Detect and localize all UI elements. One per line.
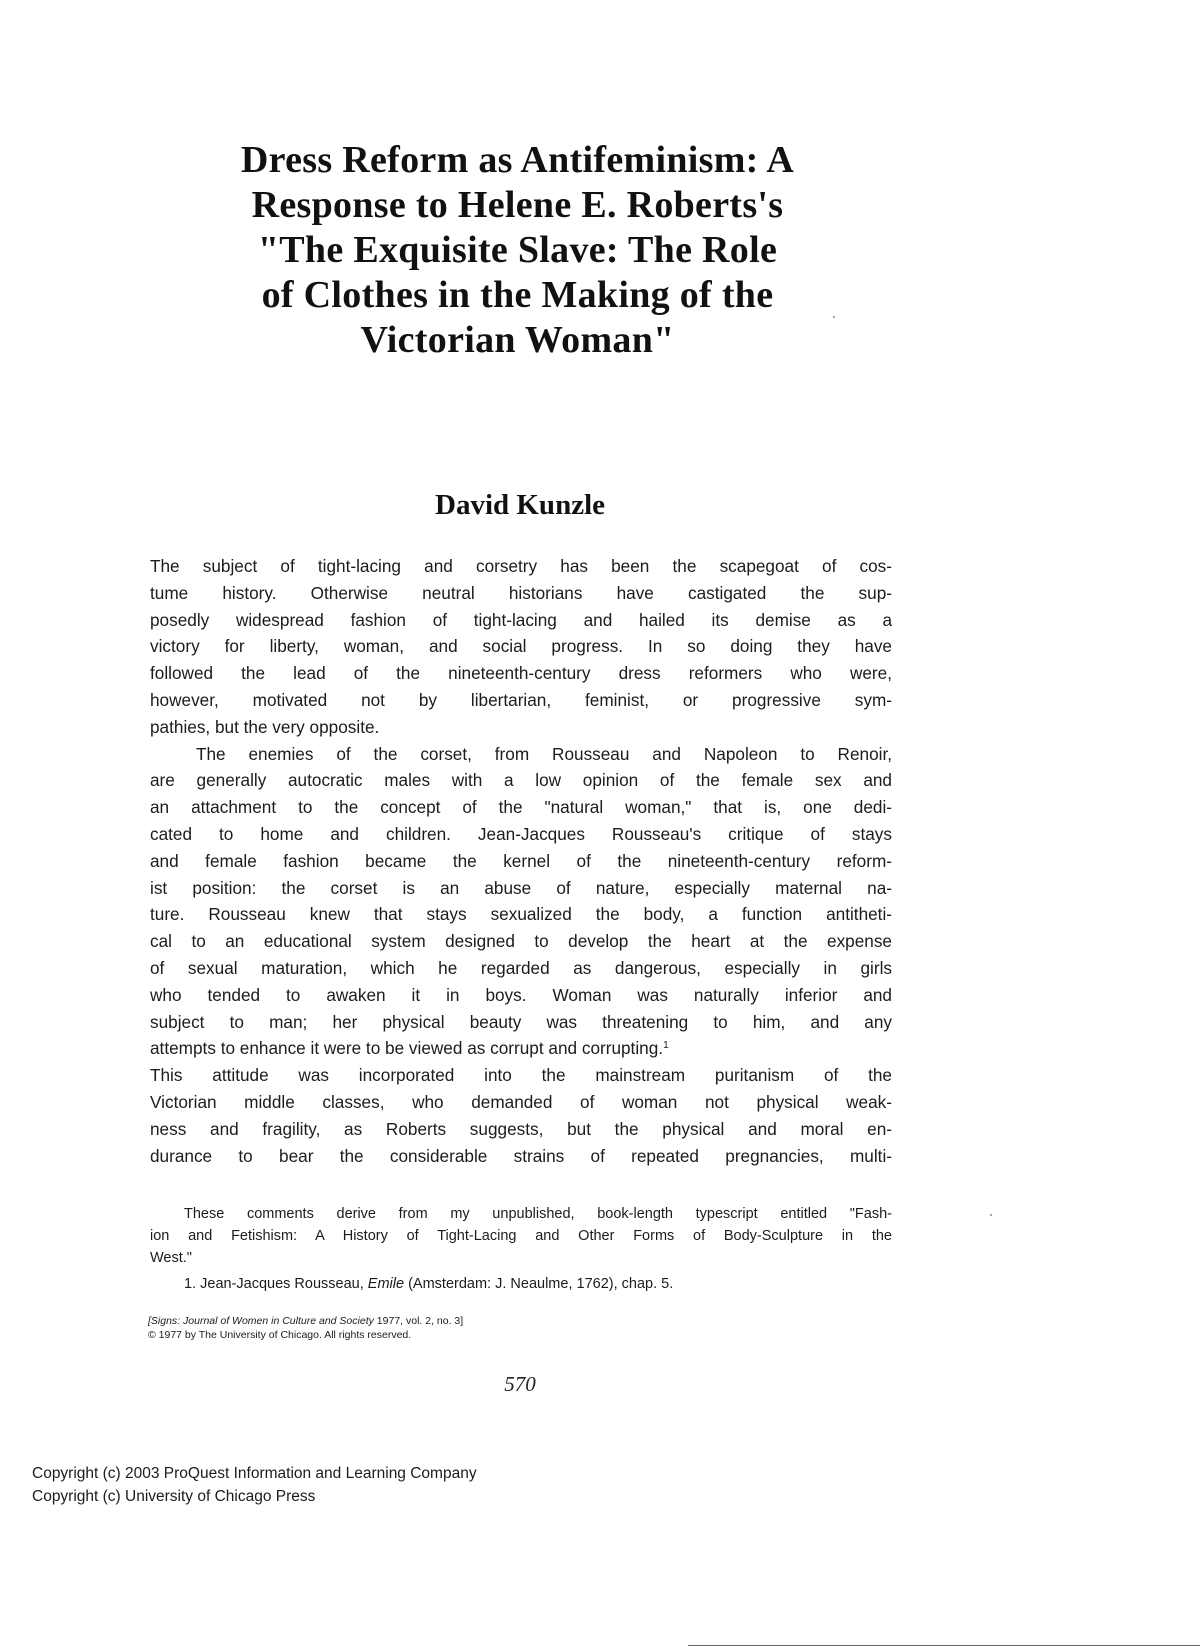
- publication-info: [148, 1314, 748, 1342]
- footnote-line: These comments derive from my unpublished, book-length typescript entitled "Fash-: [184, 1206, 892, 1222]
- journal-line: [148, 1314, 748, 1328]
- body-text: [150, 553, 892, 1169]
- title-line: Dress Reform as Antifeminism: A: [240, 139, 795, 181]
- title-line: "The Exquisite Slave: The Role: [257, 229, 778, 271]
- text-segment: attempts to enhance it were to be viewed as corrupt and corrupting.: [150, 1038, 664, 1059]
- text-line: victory for liberty, woman, and social progress. In so doing they have: [150, 636, 892, 657]
- title-line: Victorian Woman": [360, 319, 675, 361]
- text-line: cated to home and children. Jean-Jacques Rousseau's critique of stays: [150, 823, 892, 844]
- paragraph-1: [150, 553, 892, 741]
- article-title: [160, 138, 875, 363]
- text-line: Victorian middle classes, who demanded of woman not physical weak-: [150, 1091, 892, 1112]
- text-line-with-footnote: [150, 1035, 892, 1062]
- copyright-line: Copyright (c) University of Chicago Press: [32, 1488, 316, 1505]
- scan-speck: [990, 1214, 992, 1216]
- text-line: subject to man; her physical beauty was threatening to him, and any: [150, 1011, 892, 1032]
- footnote-unnumbered: [150, 1203, 892, 1269]
- text-line: and female fashion became the kernel of the nineteenth-century reform-: [150, 850, 892, 871]
- text-line: ture. Rousseau knew that stays sexualized the body, a function antitheti-: [150, 904, 892, 925]
- footnote-details: (Amsterdam: J. Neaulme, 1762), chap. 5.: [408, 1276, 674, 1292]
- text-line: followed the lead of the nineteenth-century dress reformers who were,: [150, 663, 892, 684]
- bottom-rule: [688, 1645, 1200, 1646]
- text-line: posedly widespread fashion of tight-lacing and hailed its demise as a: [150, 609, 892, 630]
- text-line: cal to an educational system designed to develop the heart at the expense: [150, 931, 892, 952]
- copyright-notice: [32, 1462, 732, 1508]
- text-line: are generally autocratic males with a low opinion of the female sex and: [150, 770, 892, 791]
- title-line: of Clothes in the Making of the: [261, 274, 774, 316]
- text-line: durance to bear the considerable strains of repeated pregnancies, multi-: [150, 1145, 892, 1166]
- text-line: of sexual maturation, which he regarded as dangerous, especially in girls: [150, 957, 892, 978]
- text-line: an attachment to the concept of the "natural woman," that is, one dedi-: [150, 797, 892, 818]
- footnote-line: [150, 1273, 892, 1295]
- text-line: The enemies of the corset, from Rousseau and Napoleon to Renoir,: [196, 743, 892, 764]
- text-line: however, motivated not by libertarian, feminist, or progressive sym-: [150, 689, 892, 710]
- text-line: ness and fragility, as Roberts suggests, but the physical and moral en-: [150, 1118, 892, 1139]
- footnote-author: Jean-Jacques Rousseau,: [200, 1276, 364, 1292]
- paragraph-2: [150, 741, 892, 1170]
- rights-line: © 1977 by The University of Chicago. All rights reserved.: [148, 1329, 412, 1341]
- journal-details: 1977, vol. 2, no. 3]: [376, 1315, 464, 1327]
- text-line: who tended to awaken it in boys. Woman was naturally inferior and: [150, 984, 892, 1005]
- text-line: pathies, but the very opposite.: [150, 716, 380, 737]
- page-number: 570: [504, 1372, 536, 1396]
- journal-name: [Signs: Journal of Women in Culture and Society: [148, 1315, 374, 1327]
- title-line: Response to Helene E. Roberts's: [251, 184, 784, 226]
- footnote-marker[interactable]: 1: [663, 1040, 669, 1052]
- footnote-number: 1.: [184, 1276, 197, 1292]
- author-name: David Kunzle: [435, 489, 605, 521]
- text-line: tume history. Otherwise neutral historians have castigated the sup-: [150, 582, 892, 603]
- text-line: The subject of tight-lacing and corsetry has been the scapegoat of cos-: [150, 556, 892, 576]
- text-line: ist position: the corset is an abuse of nature, especially maternal na-: [150, 877, 892, 898]
- text-line: This attitude was incorporated into the mainstream puritanism of the: [150, 1065, 892, 1086]
- scan-speck: [833, 316, 835, 318]
- footnote-book-title: Emile: [367, 1276, 405, 1292]
- footnote-1: [150, 1273, 892, 1295]
- copyright-line: Copyright (c) 2003 ProQuest Information and Learning Company: [32, 1465, 477, 1482]
- footnote-line: ion and Fetishism: A History of Tight-Lacing and Other Forms of Body-Sculpture in the: [150, 1228, 892, 1244]
- footnote-line: West.": [150, 1250, 192, 1266]
